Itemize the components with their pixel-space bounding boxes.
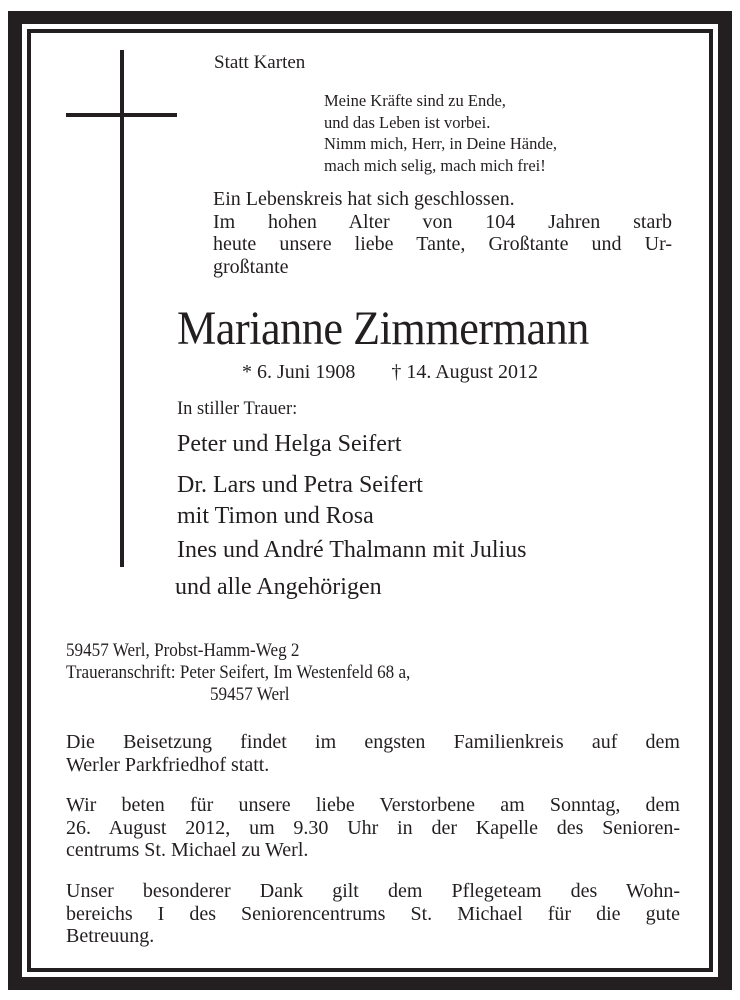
address-line: 59457 Werl, Probst-Hamm-Weg 2 bbox=[66, 640, 300, 661]
intro-line: Ein Lebenskreis hat sich geschlossen. bbox=[213, 188, 515, 210]
intro-line: großtante bbox=[213, 255, 289, 278]
poem-line: Nimm mich, Herr, in Deine Hände, bbox=[324, 134, 558, 153]
address-block bbox=[66, 640, 410, 706]
paragraph-line: Die Beisetzung findet im engsten Familienkreis auf dem bbox=[66, 731, 680, 753]
mourner-line: mit Timon und Rosa bbox=[177, 503, 374, 529]
mourner-entry: und alle Angehörigen bbox=[175, 574, 382, 600]
burial-paragraph bbox=[66, 731, 680, 776]
intro-line: Im hohen Alter von 104 Jahren starb bbox=[213, 210, 672, 233]
deceased-name: Marianne Zimmermann bbox=[177, 302, 589, 355]
poem bbox=[324, 90, 557, 176]
poem-line: Meine Kräfte sind zu Ende, bbox=[324, 91, 506, 110]
thanks-paragraph bbox=[66, 880, 680, 948]
paragraph-line: Wir beten für unsere liebe Verstorbene am Sonntag, dem bbox=[66, 794, 680, 816]
paragraph-line: centrums St. Michael zu Werl. bbox=[66, 839, 309, 861]
cross-horizontal-bar bbox=[66, 113, 177, 117]
birth-date: * 6. Juni 1908 bbox=[242, 361, 356, 383]
cross-vertical-bar bbox=[120, 50, 124, 567]
mourning-label: In stiller Trauer: bbox=[177, 399, 298, 419]
death-date: † 14. August 2012 bbox=[391, 361, 539, 383]
intro-line: heute unsere liebe Tante, Großtante und Ur- bbox=[213, 233, 672, 255]
paragraph-line: Werler Parkfriedhof statt. bbox=[66, 753, 270, 776]
poem-line: und das Leben ist vorbei. bbox=[324, 112, 491, 132]
mourner-entry: Peter und Helga Seifert bbox=[177, 431, 402, 457]
mourner-entry bbox=[177, 470, 423, 532]
paragraph-line: Unser besonderer Dank gilt dem Pflegeteam des Wohn- bbox=[66, 880, 680, 902]
paragraph-line: 26. August 2012, um 9.30 Uhr in der Kapelle des Senioren- bbox=[66, 816, 680, 839]
intro-text bbox=[213, 188, 672, 278]
poem-line: mach mich selig, mach mich frei! bbox=[324, 155, 546, 175]
mourner-entry: Ines und André Thalmann mit Julius bbox=[177, 537, 527, 563]
life-dates bbox=[242, 361, 538, 384]
prayer-paragraph bbox=[66, 794, 680, 862]
mourner-line: Dr. Lars und Petra Seifert bbox=[177, 472, 423, 498]
header-statt-karten: Statt Karten bbox=[214, 52, 306, 73]
mourning-address-city: 59457 Werl bbox=[210, 684, 290, 705]
paragraph-line: Betreuung. bbox=[66, 925, 155, 947]
mourning-address-line: Traueranschrift: Peter Seifert, Im Westenfeld 68 a, bbox=[66, 662, 411, 683]
paragraph-line: bereichs I des Seniorencentrums St. Michael für die gute bbox=[66, 902, 680, 925]
